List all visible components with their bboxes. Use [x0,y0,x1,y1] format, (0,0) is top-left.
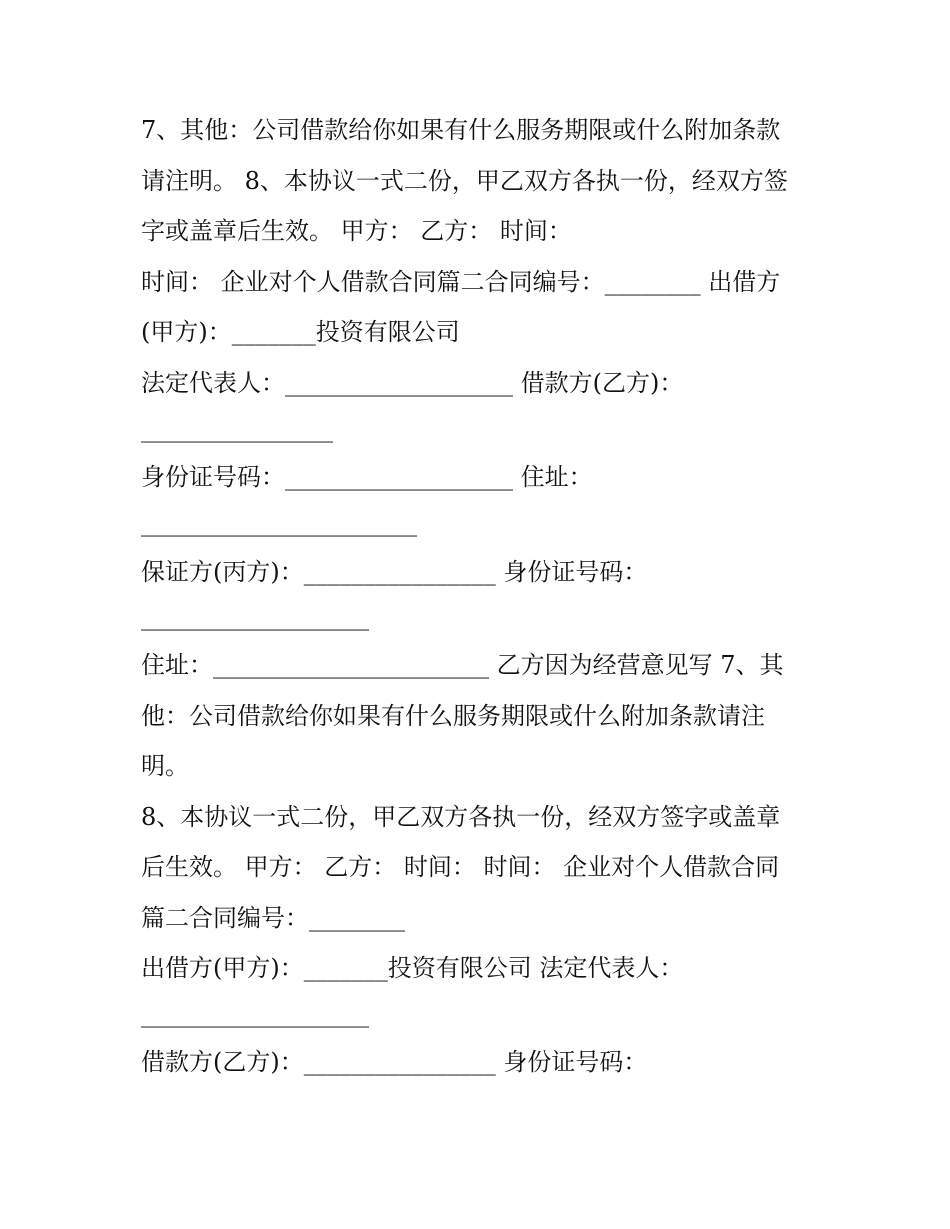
text-line: 8、本协议一式二份，甲乙双方各执一份，经双方签字或盖章 [141,803,781,831]
text-line: ________________ [141,415,333,443]
text-line: 后生效。 甲方： 乙方： 时间： 时间： 企业对个人借款合同 [141,853,780,881]
text-line: 时间： 企业对个人借款合同篇二合同编号：________ 出借方 [141,268,781,296]
text-line: 明。 [141,752,189,780]
text-line: _______________________ [141,509,417,537]
text-line: 7、其他：公司借款给你如果有什么服务期限或什么附加条款 [141,116,781,144]
text-line: 住址：_______________________ 乙方因为经营意见写 7、其 [141,651,784,679]
text-line: 字或盖章后生效。 甲方： 乙方： 时间： [141,217,572,245]
text-line: ___________________ [141,603,369,631]
text-line: 借款方(乙方)：________________ 身份证号码： [141,1048,648,1076]
text-line: 身份证号码：___________________ 住址： [141,463,593,491]
text-line: 篇二合同编号：________ [141,904,405,932]
text-line: 保证方(丙方)：________________ 身份证号码： [141,558,648,586]
text-line: ___________________ [141,1000,369,1028]
text-line: 请注明。 8、本协议一式二份，甲乙双方各执一份，经双方签 [141,167,788,195]
text-line: 出借方(甲方)：_______投资有限公司 法定代表人： [141,954,684,982]
text-line: (甲方)：_______投资有限公司 [141,318,460,346]
text-line: 他：公司借款给你如果有什么服务期限或什么附加条款请注 [141,702,765,730]
text-line: 法定代表人：___________________ 借款方(乙方)： [141,369,684,397]
